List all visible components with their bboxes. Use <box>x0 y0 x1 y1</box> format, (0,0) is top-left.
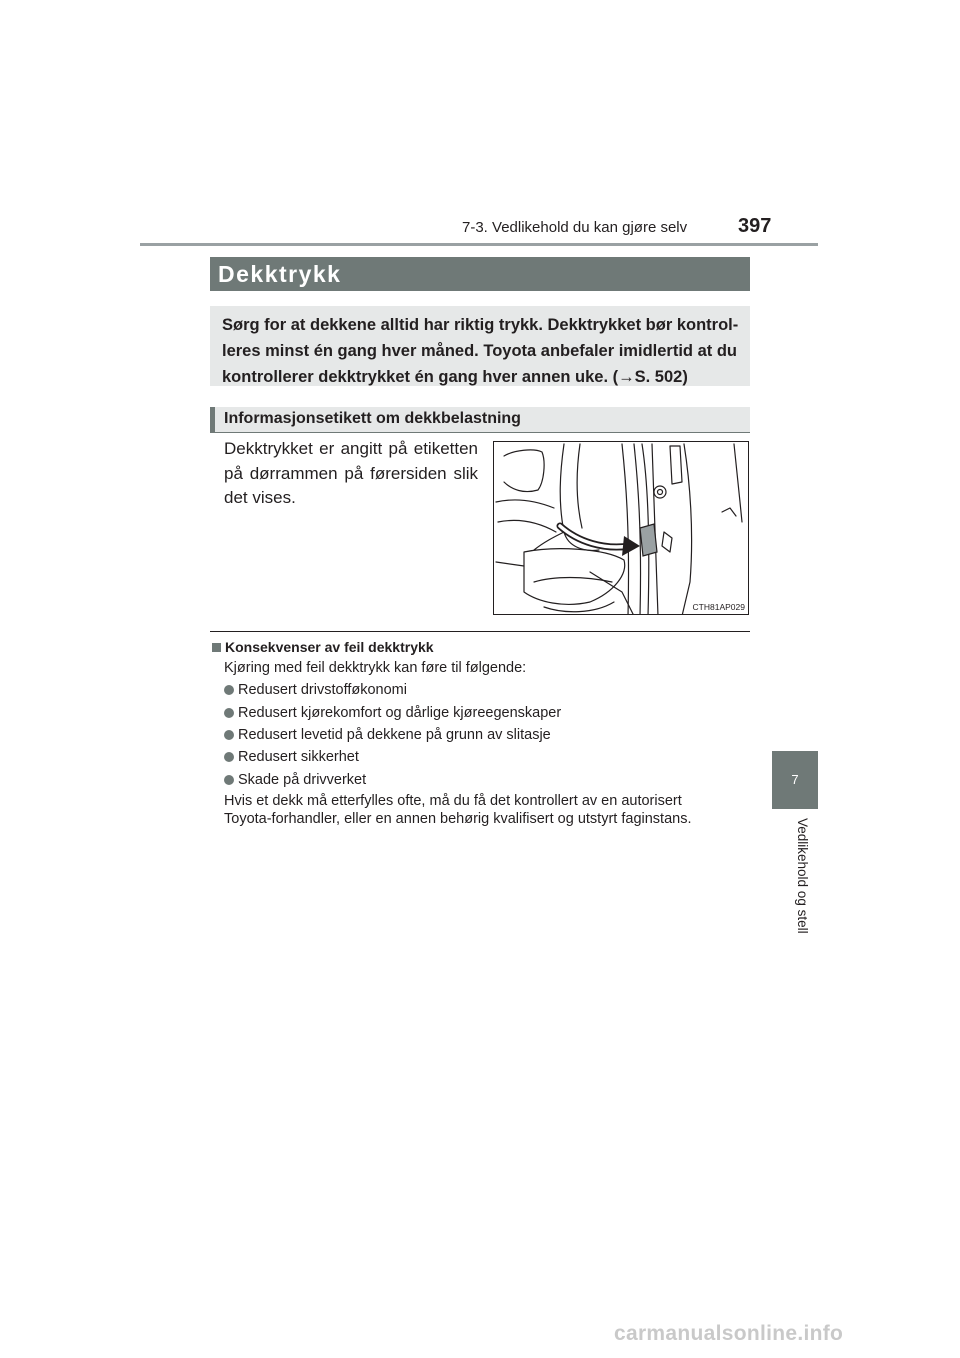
watermark: carmanualsonline.info <box>614 1322 844 1345</box>
final-paragraph-line-1: Hvis et dekk må etterfylles ofte, må du få det kontrollert av en autorisert <box>224 793 682 809</box>
bullet-dot-icon <box>224 752 234 762</box>
consequences-intro: Kjøring med feil dekktrykk kan føre til følgende: <box>224 660 527 676</box>
list-item: Redusert drivstofføkonomi <box>224 682 407 698</box>
subheading-bar <box>210 407 750 433</box>
door-frame-figure <box>493 441 749 615</box>
header-divider <box>140 243 818 246</box>
intro-text: Sørg for at dekkene alltid har riktig trykk. Dekktrykket bør kontrol-leres minst én gang hver måned. Toyota anbefaler imidlertid at du kontrollerer dekktrykket én gang hver annen uke. (→S. 502) <box>222 316 739 386</box>
consequences-heading <box>212 639 434 655</box>
list-item: Redusert kjørekomfort og dårlige kjøreegenskaper <box>224 705 561 721</box>
bullet-dot-icon <box>224 708 234 718</box>
section-divider <box>210 631 750 632</box>
intro-box <box>210 306 750 386</box>
list-item: Redusert levetid på dekkene på grunn av slitasje <box>224 727 551 743</box>
square-bullet-icon <box>212 643 221 652</box>
chapter-tab: 7 <box>772 751 818 809</box>
page-title: Dekktrykk <box>210 257 750 291</box>
body-paragraph: Dekktrykket er angitt på etiketten på dørrammen på førersiden slik det vises. <box>224 439 478 507</box>
subheading-accent <box>210 407 215 433</box>
bullet-dot-icon <box>224 775 234 785</box>
list-item: Skade på drivverket <box>224 772 366 788</box>
list-item: Redusert sikkerhet <box>224 749 359 765</box>
final-paragraph <box>224 792 744 828</box>
consequences-heading-text: Konsekvenser av feil dekktrykk <box>225 639 434 655</box>
door-frame-label-illustration <box>494 442 749 615</box>
chapter-label: Vedlikehold og stell <box>795 818 810 934</box>
bullet-dot-icon <box>224 685 234 695</box>
figure-code: CTH81AP029 <box>692 602 745 612</box>
final-paragraph-line-2: Toyota-forhandler, eller en annen behørig kvalifisert og utstyrt faginstans. <box>224 811 692 827</box>
header-section-title: 7-3. Vedlikehold du kan gjøre selv <box>462 219 688 236</box>
bullet-dot-icon <box>224 730 234 740</box>
subheading-text: Informasjonsetikett om dekkbelastning <box>224 410 521 427</box>
page-number: 397 <box>738 215 772 237</box>
